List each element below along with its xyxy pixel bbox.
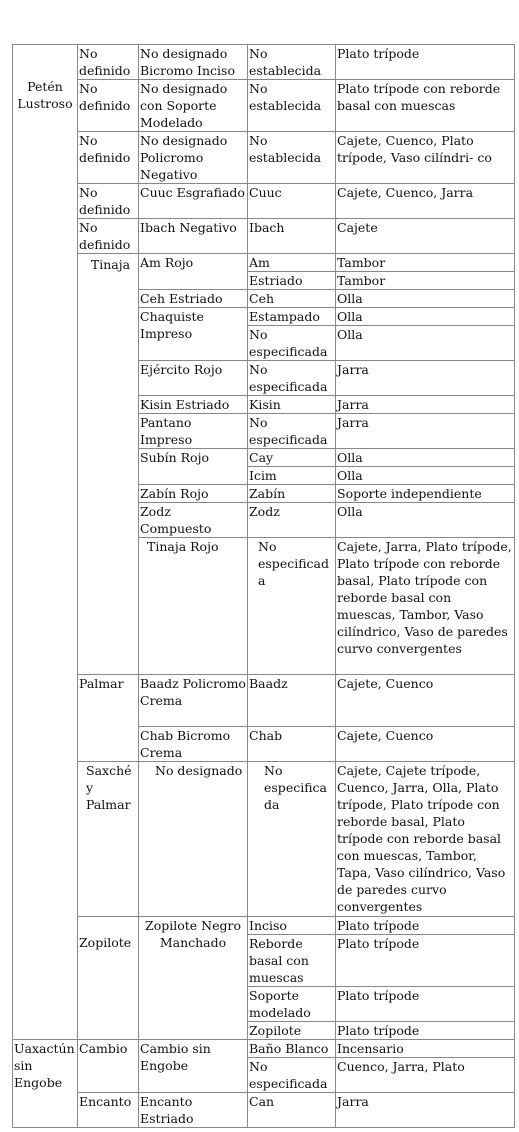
- ceramic-classification-table: [12, 44, 515, 1128]
- form-cell: Incensario: [336, 1040, 515, 1058]
- variety-cell: Cuuc: [248, 184, 336, 219]
- group-cell: Tinaja: [78, 254, 139, 675]
- table-row: [13, 675, 515, 727]
- variety-cell: Zabín: [248, 485, 336, 503]
- variety-cell: No especificada: [248, 361, 336, 396]
- group-cell: Zopilote: [78, 917, 139, 1040]
- group-cell: No definido: [78, 45, 139, 80]
- form-cell: Tambor: [336, 272, 515, 290]
- form-cell: Plato trípode con reborde basal con muescas: [336, 80, 515, 132]
- table-row: [13, 254, 515, 272]
- form-cell: Olla: [336, 449, 515, 467]
- form-cell: Jarra: [336, 414, 515, 449]
- type-cell: Pantano Impreso: [139, 414, 248, 449]
- variety-cell: Zopilote: [248, 1022, 336, 1040]
- variety-cell: Estampado: [248, 308, 336, 326]
- type-cell: Am Rojo: [139, 254, 248, 290]
- variety-cell: No establecida: [248, 80, 336, 132]
- group-cell: Saxché y Palmar: [78, 762, 139, 917]
- variety-cell: Inciso: [248, 917, 336, 935]
- type-cell: Zopilote Negro Manchado: [139, 917, 248, 1040]
- group-cell: Petén Lustroso: [13, 45, 78, 1040]
- form-cell: Cajete, Cuenco, Plato trípode, Vaso cilíndri- co: [336, 132, 515, 184]
- group-cell: No definido: [78, 184, 139, 219]
- variety-cell: No especificada: [248, 538, 336, 675]
- table-row: [13, 1093, 515, 1128]
- table-row: [13, 184, 515, 219]
- type-cell: Ibach Negativo: [139, 219, 248, 254]
- group-cell: No definido: [78, 80, 139, 132]
- group-cell: Encanto: [78, 1093, 139, 1128]
- variety-cell: No establecida: [248, 132, 336, 184]
- table-row: [13, 80, 515, 132]
- group-cell: Palmar: [78, 675, 139, 762]
- form-cell: Tambor: [336, 254, 515, 272]
- variety-cell: No especificada: [248, 326, 336, 361]
- variety-cell: Cay: [248, 449, 336, 467]
- type-cell: No designado: [139, 762, 248, 917]
- form-cell: Cajete, Cajete trípode, Cuenco, Jarra, Olla, Plato trípode, Plato trípode con reborde basal, Plato trípode con reborde basal con muescas, Tambor, Tapa, Vaso cilíndrico, Vaso de paredes curvo convergentes: [336, 762, 515, 917]
- table-row: [13, 762, 515, 917]
- form-cell: Plato trípode: [336, 917, 515, 935]
- table-row: [13, 132, 515, 184]
- form-cell: Cajete: [336, 219, 515, 254]
- type-cell: Ejército Rojo: [139, 361, 248, 396]
- variety-cell: Can: [248, 1093, 336, 1128]
- type-cell: Baadz Policromo Crema: [139, 675, 248, 727]
- form-cell: Cajete, Cuenco, Jarra: [336, 184, 515, 219]
- variety-cell: No especificada: [248, 414, 336, 449]
- variety-cell: Ibach: [248, 219, 336, 254]
- type-cell: Zodz Compuesto: [139, 503, 248, 538]
- variety-cell: Chab: [248, 727, 336, 762]
- group-cell: No definido: [78, 219, 139, 254]
- form-cell: Jarra: [336, 361, 515, 396]
- type-cell: Zabín Rojo: [139, 485, 248, 503]
- type-cell: No designado Policromo Negativo: [139, 132, 248, 184]
- type-cell: Chab Bicromo Crema: [139, 727, 248, 762]
- type-cell: Cuuc Esgrafiado: [139, 184, 248, 219]
- variety-cell: No establecida: [248, 45, 336, 80]
- variety-cell: Baadz: [248, 675, 336, 727]
- group-cell: Uaxactún sin Engobe: [13, 1040, 78, 1128]
- type-cell: Tinaja Rojo: [139, 538, 248, 675]
- variety-cell: Reborde basal con muescas: [248, 935, 336, 987]
- form-cell: Plato trípode: [336, 935, 515, 987]
- type-cell: No designado con Soporte Modelado: [139, 80, 248, 132]
- table-row: [13, 45, 515, 80]
- form-cell: Cajete, Cuenco: [336, 675, 515, 727]
- variety-cell: Baño Blanco: [248, 1040, 336, 1058]
- form-cell: Plato trípode: [336, 987, 515, 1022]
- type-cell: Kisin Estriado: [139, 396, 248, 414]
- form-cell: Olla: [336, 290, 515, 308]
- type-cell: Subín Rojo: [139, 449, 248, 485]
- form-cell: Olla: [336, 308, 515, 326]
- group-cell: Cambio: [78, 1040, 139, 1093]
- form-cell: Cajete, Jarra, Plato trípode, Plato trípode con reborde basal, Plato trípode con reborde basal con muescas, Tambor, Vaso cilíndrico, Vaso de paredes curvo convergentes: [336, 538, 515, 675]
- variety-cell: Am: [248, 254, 336, 272]
- variety-cell: Zodz: [248, 503, 336, 538]
- table-row: [13, 917, 515, 935]
- form-cell: Plato trípode: [336, 1022, 515, 1040]
- form-cell: Cajete, Cuenco: [336, 727, 515, 762]
- form-cell: Jarra: [336, 1093, 515, 1128]
- type-cell: Encanto Estriado: [139, 1093, 248, 1128]
- variety-cell: No especificada: [248, 1058, 336, 1093]
- variety-cell: Ceh: [248, 290, 336, 308]
- type-cell: Cambio sin Engobe: [139, 1040, 248, 1093]
- form-cell: Cuenco, Jarra, Plato: [336, 1058, 515, 1093]
- type-cell: Ceh Estriado: [139, 290, 248, 308]
- type-cell: Chaquiste Impreso: [139, 308, 248, 361]
- form-cell: Olla: [336, 503, 515, 538]
- group-cell: No definido: [78, 132, 139, 184]
- form-cell: Jarra: [336, 396, 515, 414]
- form-cell: Soporte independiente: [336, 485, 515, 503]
- table-row: [13, 219, 515, 254]
- type-cell: No designado Bicromo Inciso: [139, 45, 248, 80]
- form-cell: Plato trípode: [336, 45, 515, 80]
- variety-cell: Icim: [248, 467, 336, 485]
- form-cell: Olla: [336, 326, 515, 361]
- table-row: [13, 1040, 515, 1058]
- variety-cell: Soporte modelado: [248, 987, 336, 1022]
- variety-cell: Kisin: [248, 396, 336, 414]
- variety-cell: No especificada: [248, 762, 336, 917]
- variety-cell: Estriado: [248, 272, 336, 290]
- form-cell: Olla: [336, 467, 515, 485]
